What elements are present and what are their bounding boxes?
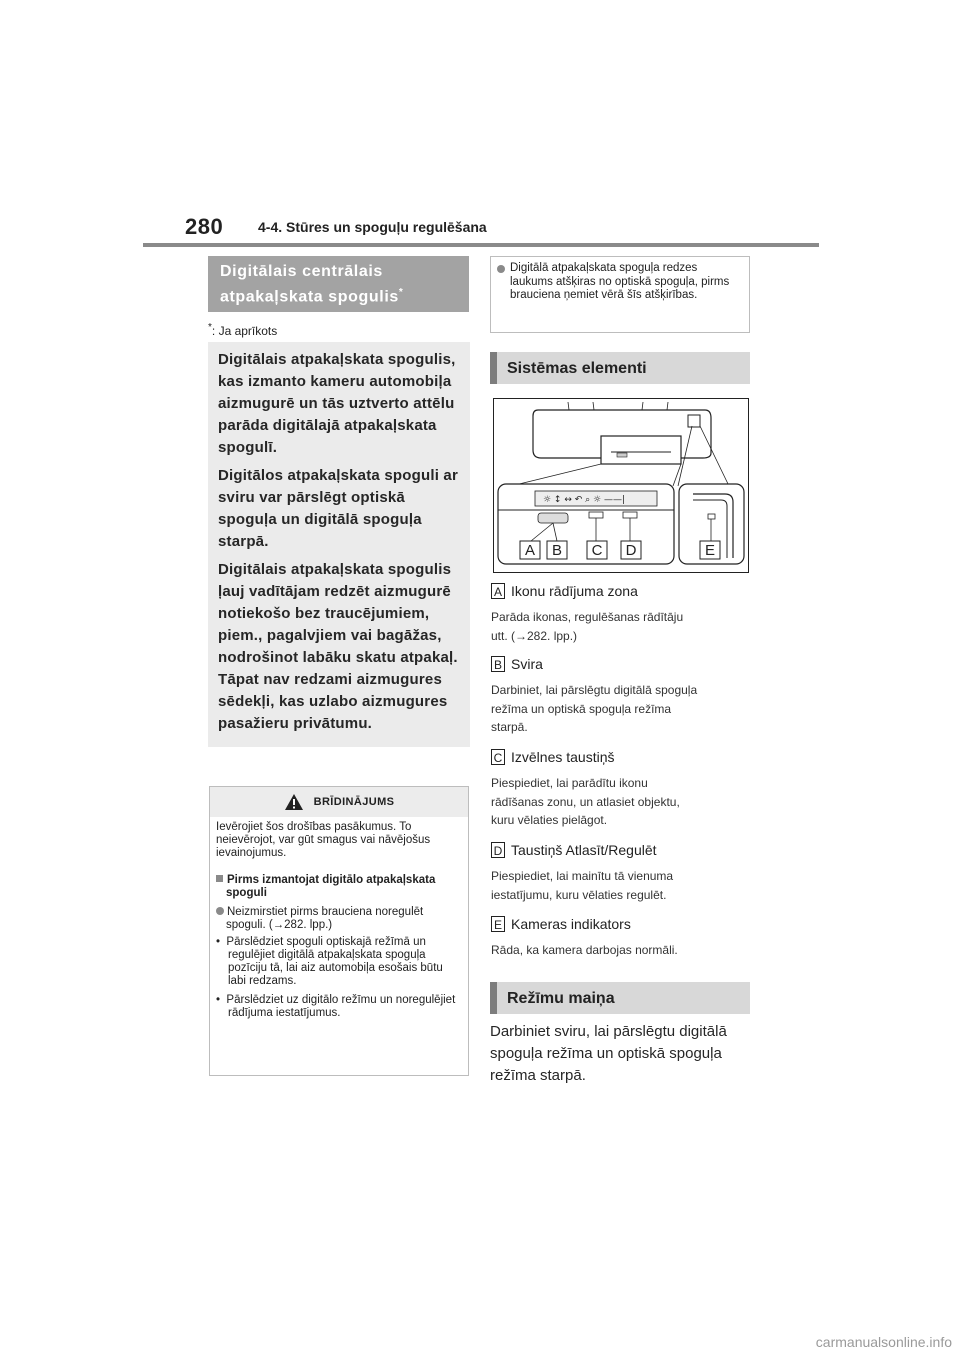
square-bullet-icon — [216, 875, 223, 882]
item-d-desc: Piespiediet, lai mainītu tā vienuma iestatījumu, kuru vēlaties regulēt. — [491, 869, 674, 902]
item-letter: C — [491, 749, 505, 765]
footnote-mark: * — [208, 322, 212, 333]
warning-dot-item: Neizmirstiet pirms brauciena noregulēt spoguli. (→282. lpp.) — [216, 906, 462, 932]
summary-paragraph: Digitālos atpakaļskata spoguli ar sviru var pārslēgt optiskā spoguļa un digitālā spoguļa starpā. — [218, 467, 459, 550]
item-b-desc: Darbiniet, lai pārslēgtu digitālā spoguļa režīma un optiskā spoguļa režīma starpā. — [491, 683, 698, 734]
svg-text:☼ ↕ ↔ ↶ ⌕ ☼ ——|: ☼ ↕ ↔ ↶ ⌕ ☼ ——| — [543, 495, 625, 505]
item-d-label — [491, 842, 657, 858]
system-components-heading: Sistēmas elementi — [490, 352, 750, 384]
page-number: 280 — [185, 214, 224, 239]
section-heading-line2: atpakaļskata spogulis — [220, 288, 399, 306]
item-title: Taustiņš Atlasīt/Regulēt — [511, 842, 657, 858]
warning-subheading: Pirms izmantojat digitālo atpakaļskata spoguli — [216, 874, 462, 900]
round-bullet-icon — [497, 265, 505, 273]
summary-paragraph: Digitālais atpakaļskata spogulis, kas izmanto kameru automobiļa aizmugurē un tās uztverto attēlu parāda digitālajā atpakaļskata spogulī. — [218, 351, 456, 456]
footnote — [208, 322, 277, 338]
warning-header — [210, 787, 468, 817]
diagram-label-c: C — [591, 542, 603, 559]
header-rule — [143, 243, 819, 247]
summary-paragraph: Digitālais atpakaļskata spogulis ļauj vadītājam redzēt aizmugurē notiekošo bez traucējumiem, piem., pagalvjiem vai bagāžas, nodrošinot labāku skatu atpakaļ. Tāpat nav redzami aizmugures sēdekļi, kas uzlabo aizmugures pasažieru privātumu. — [218, 561, 458, 732]
note-text: Digitālā atpakaļskata spoguļa redzes laukums atšķiras no optiskā spoguļa, pirms brauciena ņemiet vērā šīs atšķirības. — [510, 262, 730, 301]
diagram-label-b: B — [551, 542, 563, 559]
diagram-label-e: E — [704, 542, 716, 559]
section-heading — [208, 256, 469, 312]
warning-title: BRĪDINĀJUMS — [313, 796, 395, 808]
item-letter: E — [491, 916, 505, 932]
item-title: Izvēlnes taustiņš — [511, 749, 615, 765]
item-e-desc: Rāda, ka kamera darbojas normāli. — [491, 943, 678, 957]
warning-box — [209, 786, 469, 1076]
item-letter: A — [491, 583, 505, 599]
item-title: Svira — [511, 656, 543, 672]
mode-change-heading: Režīmu maiņa — [490, 982, 750, 1014]
note-box — [490, 256, 750, 333]
warning-bullet: • Pārslēdziet uz digitālo režīmu un noregulējiet rādījuma iestatījumus. — [216, 994, 456, 1019]
item-letter: B — [491, 656, 505, 672]
mirror-diagram — [493, 398, 749, 573]
item-a-label — [491, 583, 638, 599]
warning-body — [210, 817, 468, 1030]
item-title: Ikonu rādījuma zona — [511, 583, 638, 599]
diagram-label-a: A — [524, 542, 536, 559]
mode-change-text: Darbiniet sviru, lai pārslēgtu digitālā spoguļa režīma un optiskā spoguļa režīma starpā. — [490, 1023, 727, 1084]
footnote-text: : Ja aprīkots — [211, 324, 278, 338]
section-title: 4-4. Stūres un spoguļu regulēšana — [258, 219, 487, 235]
watermark: carmanualsonline.info — [815, 1334, 952, 1350]
round-bullet-icon — [216, 907, 224, 915]
item-letter: D — [491, 842, 505, 858]
item-c-desc: Piespiediet, lai parādītu ikonu rādīšanas zonu, un atlasiet objektu, kuru vēlaties pielāgot. — [491, 776, 680, 827]
item-a-desc: Parāda ikonas, regulēšanas rādītāju utt. (→282. lpp.) — [491, 610, 684, 643]
item-e-label — [491, 916, 631, 932]
warning-triangle-icon — [284, 793, 304, 811]
item-b-label — [491, 656, 543, 672]
item-title: Kameras indikators — [511, 916, 631, 932]
section-heading-mark: * — [398, 286, 404, 298]
diagram-label-d: D — [625, 542, 637, 559]
item-c-label — [491, 749, 615, 765]
summary-box — [208, 342, 470, 747]
warning-bullet: • Pārslēdziet spoguli optiskajā režīmā un regulējiet digitālā atpakaļskata spoguļa pozīciju tā, lai aiz automobiļa esošais būtu labi redzams. — [216, 936, 443, 987]
section-heading-line1: Digitālais centrālais — [220, 262, 383, 280]
warning-intro: Ievērojiet šos drošības pasākumus. To neievērojot, var gūt smagus vai nāvējošus ievainojumus. — [216, 821, 431, 859]
